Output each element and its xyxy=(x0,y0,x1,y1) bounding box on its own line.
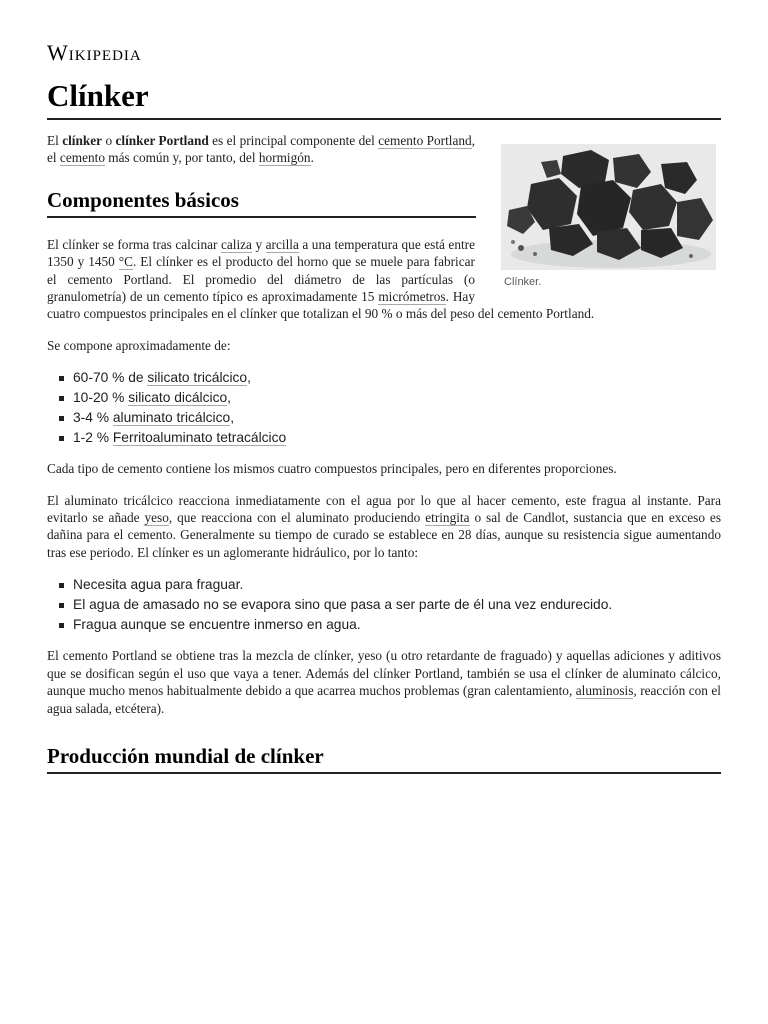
clinker-photo[interactable] xyxy=(501,144,716,270)
link-aluminosis[interactable]: aluminosis xyxy=(575,683,634,699)
list-item xyxy=(73,368,721,388)
list-item xyxy=(73,408,721,428)
list-item-text: 3-4 % xyxy=(73,410,113,426)
intro-text: . xyxy=(310,150,314,166)
section1-paragraph-4 xyxy=(47,492,721,562)
clinker-figure xyxy=(501,144,717,291)
link-etringita[interactable]: etringita xyxy=(425,510,470,526)
list-item-text: 60-70 % de xyxy=(73,370,148,386)
link-micrometros[interactable]: micrómetros xyxy=(378,289,446,305)
link-yeso[interactable]: yeso xyxy=(144,510,169,526)
link-silicato-tricalcico[interactable]: silicato tricálcico xyxy=(147,370,248,386)
intro-text: , el xyxy=(47,133,476,166)
paragraph-text: El cemento Portland se obtiene tras la mezcla de clínker, yeso (u otro retardante de fraguado) y aquellas adiciones y aditivos que se dosifican según el uso que vaya a tener. Además del clínker Portland, también se usa el clínker de aluminato cálcico, aunque mucho menos habitualmente debido a que acarrea muchos problemas (gran calentamiento, xyxy=(47,648,721,699)
link-caliza[interactable]: caliza xyxy=(220,236,252,252)
properties-list xyxy=(47,575,721,635)
paragraph-text: y xyxy=(251,236,266,252)
intro-text: o xyxy=(102,133,116,148)
link-silicato-dicalcico[interactable]: silicato dicálcico xyxy=(128,390,228,406)
section-heading-componentes: Componentes básicos xyxy=(47,187,476,218)
clinker-rocks-image xyxy=(501,144,716,270)
intro-text: es el principal componente del xyxy=(208,133,379,148)
figure-caption: Clínker. xyxy=(504,276,542,288)
link-aluminato-tricalcico[interactable]: aluminato tricálcico xyxy=(112,410,231,426)
page-title: Clínker xyxy=(47,78,721,120)
list-item-text: , xyxy=(230,410,235,426)
list-item-text: , xyxy=(227,390,231,406)
section-heading-produccion: Producción mundial de clínker xyxy=(47,743,721,774)
list-item-text: , xyxy=(247,370,251,386)
intro-bold-term: clínker xyxy=(62,133,103,148)
wikipedia-wordmark[interactable]: Wikipedia xyxy=(47,40,142,65)
intro-text: más común y, por tanto, del xyxy=(104,150,259,166)
link-ferritoaluminato-tetracalcico[interactable]: Ferritoaluminato tetracálcico xyxy=(112,430,287,446)
paragraph-text: a una temperatura que está entre 1350 y 1450 xyxy=(47,236,476,270)
section1-paragraph-2: Se compone aproximadamente de: xyxy=(47,337,231,353)
link-arcilla[interactable]: arcilla xyxy=(265,236,299,252)
list-item-text: 10-20 % xyxy=(73,390,129,406)
paragraph-text: El aluminato tricálcico reacciona inmediatamente con el agua por lo que al hacer cemento, este fragua al instante. Para evitarlo se añade xyxy=(47,492,721,526)
link-cemento-portland[interactable]: cemento Portland xyxy=(378,133,472,148)
list-item xyxy=(73,388,721,408)
intro-bold-term: clínker Portland xyxy=(115,133,209,148)
section1-paragraph-5 xyxy=(47,647,721,717)
composition-list xyxy=(47,368,721,448)
list-item: Fragua aunque se encuentre inmerso en agua. xyxy=(73,615,721,635)
paragraph-text: , que reacciona con el aluminato produciendo xyxy=(168,510,426,526)
paragraph-text: , reacción con el agua salada, etcétera). xyxy=(47,683,721,716)
link-cemento[interactable]: cemento xyxy=(59,150,105,166)
paragraph-text: o sal de Candlot, sustancia que en exceso es dañina para el cemento. Generalmente su tiempo de curado se establece en 28 días, aunque su resistencia sigue aumentando tras ese periodo. El clínker es un aglomerante hidráulico, por lo tanto: xyxy=(47,510,722,560)
intro-text: El xyxy=(47,133,63,148)
article-content xyxy=(47,132,721,792)
link-celsius[interactable]: °C xyxy=(118,254,133,270)
paragraph-text: . El clínker es el producto del horno que se muele para fabricar el cemento Portland. El promedio del diámetro de las partículas (o granulometría) de un cemento típico es aproximadamente 15 xyxy=(47,254,475,305)
list-item-text: 1-2 % xyxy=(73,430,113,446)
list-item: Necesita agua para fraguar. xyxy=(73,575,721,595)
list-item xyxy=(73,428,721,448)
paragraph-text: . Hay cuatro compuestos principales en el clínker que totalizan el 90 % o más del peso del cemento Portland. xyxy=(47,289,595,322)
list-item: El agua de amasado no se evapora sino que pasa a ser parte de él una vez endurecido. xyxy=(73,595,721,615)
link-hormigon[interactable]: hormigón xyxy=(258,150,311,166)
paragraph-text: El clínker se forma tras calcinar xyxy=(47,236,221,252)
section1-paragraph-3: Cada tipo de cemento contiene los mismos cuatro compuestos principales, pero en diferentes proporciones. xyxy=(47,461,617,477)
